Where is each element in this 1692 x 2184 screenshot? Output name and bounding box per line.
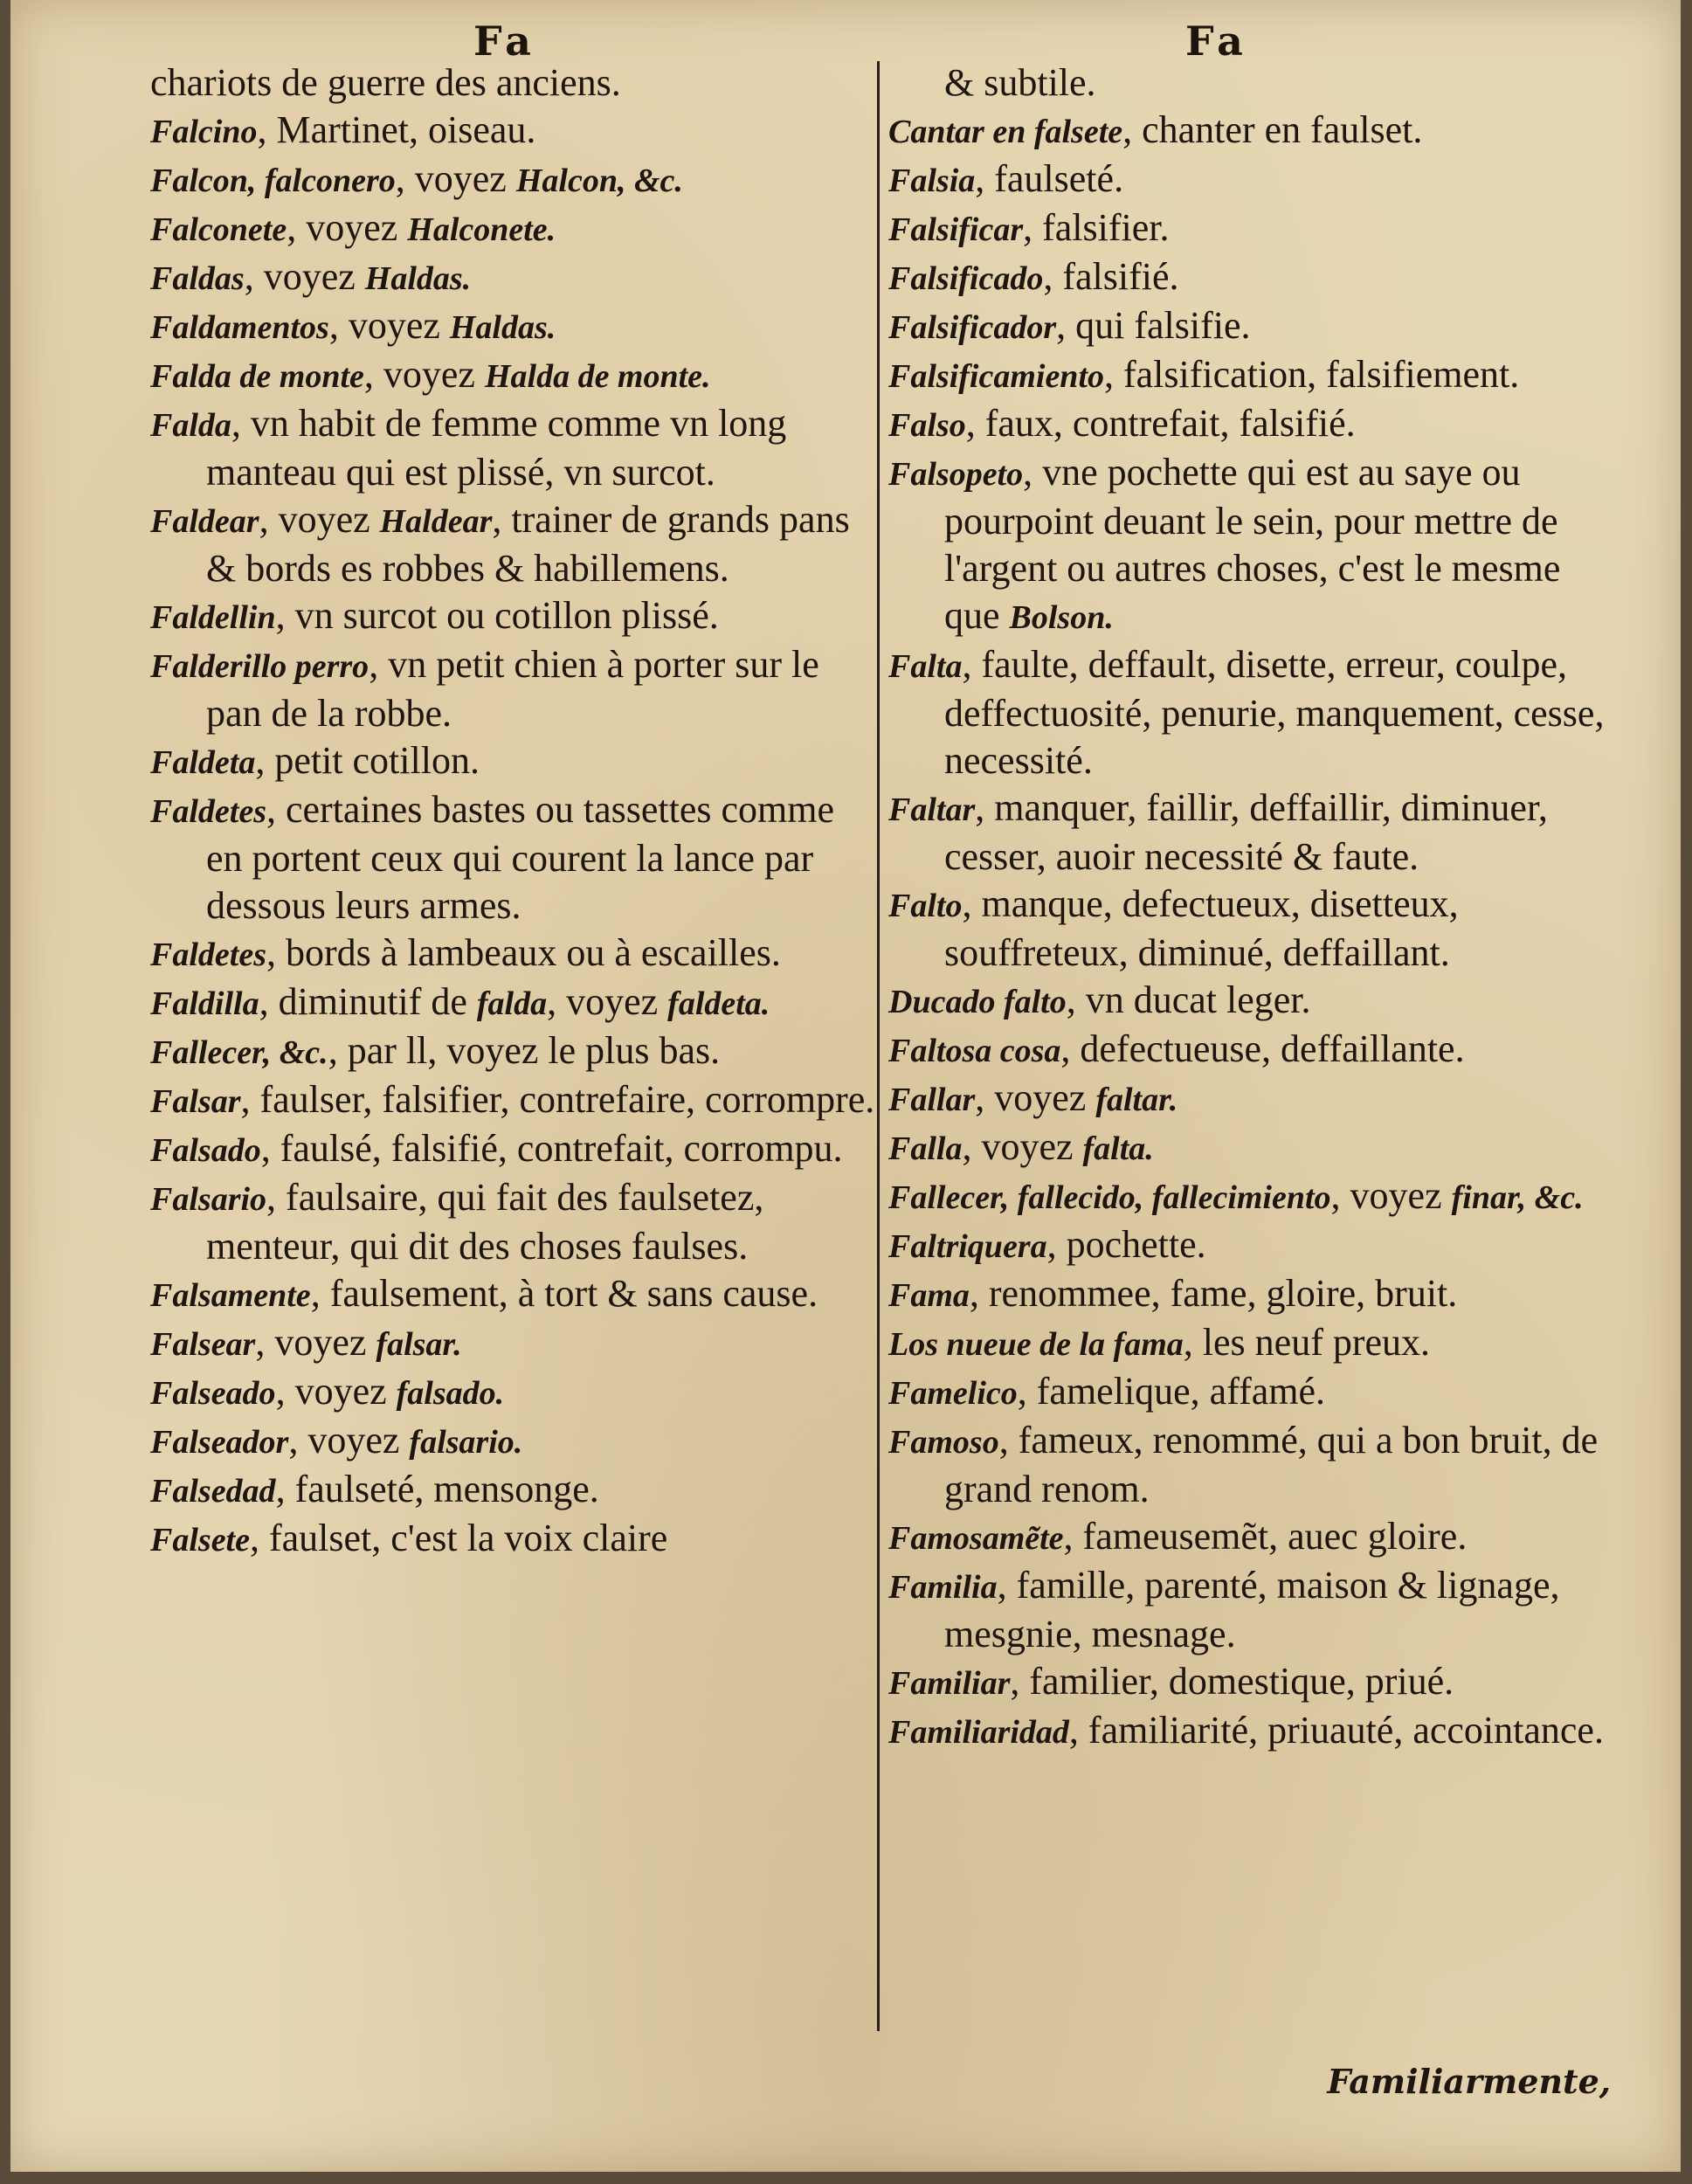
- headword: Fama: [888, 1277, 970, 1314]
- definition: voyez: [981, 1125, 1083, 1168]
- definition: par ll, voyez le plus bas.: [347, 1029, 721, 1072]
- cross-reference: falta.: [1082, 1130, 1154, 1167]
- headword: Falda: [150, 407, 231, 444]
- dictionary-entry: Falda, vn habit de femme comme vn long manteau qui est plissé, vn surcot.: [150, 402, 787, 494]
- headword: Falto: [888, 888, 963, 924]
- dictionary-entry: Falsario, faulsaire, qui fait des faulsetez, menteur, qui dit des choses faulses.: [150, 1176, 764, 1268]
- definition: familier, domestique, priué.: [1029, 1660, 1454, 1703]
- headword: Fallecer, &c.: [150, 1034, 328, 1071]
- definition: faulte, deffault, disette, erreur, coulpe, deffectuosité, penurie, manquement, cesse, necessité.: [944, 643, 1605, 782]
- headword: Falcon, falconero: [150, 162, 396, 199]
- dictionary-entry: Falsificamiento, falsification, falsifiement.: [888, 353, 1520, 396]
- definition: falsifié.: [1062, 255, 1179, 298]
- definition: Martinet, oiseau.: [276, 108, 536, 151]
- definition: faulsement, à tort & sans cause.: [329, 1272, 818, 1315]
- dictionary-entry: Faldetes, certaines bastes ou tassettes comme en portent ceux qui courent la lance par dessous leurs armes.: [150, 788, 834, 927]
- cross-reference: Halcon, &c.: [515, 162, 683, 199]
- headword: Falsopeto: [888, 456, 1024, 493]
- cross-reference: Haldas.: [364, 260, 472, 297]
- cross-reference: falsario.: [409, 1424, 523, 1461]
- dictionary-entry: Falseado, voyez falsado.: [150, 1370, 505, 1413]
- definition: vne pochette qui est au saye ou pourpoint deuant le sein, pour mettre de l'argent ou autres choses, c'est le mesme que: [944, 451, 1561, 637]
- headword: Fallar: [888, 1082, 976, 1118]
- definition: vn ducat leger.: [1085, 978, 1311, 1021]
- headword: Falsificador: [888, 309, 1057, 346]
- cross-reference: falsar.: [376, 1326, 462, 1363]
- continued-line: & subtile.: [944, 61, 1096, 104]
- headword: Falta: [888, 648, 963, 685]
- definition: voyez: [383, 353, 485, 396]
- headword: Faldellin: [150, 599, 276, 636]
- dictionary-entry: Los nueue de la fama, les neuf preux.: [888, 1321, 1431, 1364]
- headword: Famosamẽte: [888, 1520, 1064, 1557]
- headword: Falla: [888, 1130, 963, 1167]
- dictionary-entry: Falsado, faulsé, falsifié, contrefait, corrompu.: [150, 1127, 843, 1170]
- dictionary-entry: Faldellin, vn surcot ou cotillon plissé.: [150, 594, 719, 637]
- headword: Ducado falto: [888, 984, 1067, 1020]
- definition: voyez: [278, 498, 380, 541]
- dictionary-entry: Falto, manque, defectueux, disetteux, souffreteux, diminué, deffaillant.: [888, 882, 1459, 974]
- cross-reference: finar, &c.: [1451, 1179, 1584, 1216]
- cross-reference: Halda de monte.: [484, 358, 711, 395]
- headword: Falsia: [888, 162, 976, 199]
- dictionary-entry: Falconete, voyez Halconete.: [150, 206, 556, 249]
- headword: Familiar: [888, 1665, 1011, 1702]
- headword: Falsificado: [888, 260, 1044, 297]
- dictionary-entry: Falderillo perro, vn petit chien à porter sur le pan de la robbe.: [150, 643, 819, 735]
- headword: Famelico: [888, 1375, 1018, 1412]
- definition: familiarité, priuauté, accointance.: [1088, 1709, 1604, 1752]
- definition: faulseté.: [994, 157, 1124, 200]
- dictionary-entry: Faldas, voyez Haldas.: [150, 255, 472, 298]
- dictionary-entry: Falsamente, faulsement, à tort & sans cause.: [150, 1272, 818, 1315]
- right-column: [888, 59, 1613, 1756]
- definition: voyez: [1350, 1174, 1452, 1217]
- dictionary-entry: Faldilla, diminutif de falda, voyez faldeta.: [150, 980, 770, 1023]
- definition: vn habit de femme comme vn long manteau qui est plissé, vn surcot.: [206, 402, 787, 494]
- cross-reference: faltar.: [1095, 1082, 1178, 1118]
- dictionary-entry: Falta, faulte, deffault, disette, erreur, coulpe, deffectuosité, penurie, manquement, cesse, necessité.: [888, 643, 1605, 782]
- headword: Faldetes: [150, 793, 266, 830]
- dictionary-entry: Faldamentos, voyez Haldas.: [150, 304, 556, 347]
- dictionary-entry: Familia, famille, parenté, maison & lignage, mesgnie, mesnage.: [888, 1564, 1560, 1655]
- dictionary-entry: Famosamẽte, fameusemẽt, auec gloire.: [888, 1515, 1468, 1558]
- definition: vn surcot ou cotillon plissé.: [294, 594, 719, 637]
- dictionary-entry: Falsete, faulset, c'est la voix claire: [150, 1517, 668, 1559]
- dictionary-entry: Falsificado, falsifié.: [888, 255, 1179, 298]
- definition: falsification, falsifiement.: [1123, 353, 1520, 396]
- running-head-left: Fa: [473, 17, 536, 65]
- dictionary-entry: Familiar, familier, domestique, priué.: [888, 1660, 1454, 1703]
- dictionary-entry: Fallar, voyez faltar.: [888, 1076, 1178, 1119]
- dictionary-entry: Famoso, fameux, renommé, qui a bon bruit, de grand renom.: [888, 1419, 1599, 1510]
- dictionary-entry: Faldeta, petit cotillon.: [150, 739, 480, 782]
- catchword: Familiarmente,: [1327, 2062, 1611, 2101]
- continued-line: chariots de guerre des anciens.: [150, 61, 621, 104]
- dictionary-entry: Falsificar, falsifier.: [888, 206, 1170, 249]
- definition: faulsaire, qui fait des faulsetez, menteur, qui dit des choses faulses.: [206, 1176, 764, 1268]
- headword: Falsamente: [150, 1277, 311, 1314]
- book-page: [10, 0, 1681, 2172]
- definition: famelique, affamé.: [1036, 1370, 1326, 1413]
- definition: faulser, falsifier, contrefaire, corrompre.: [259, 1078, 875, 1121]
- running-head-right: Fa: [1185, 17, 1248, 65]
- dictionary-entry: Falcon, falconero, voyez Halcon, &c.: [150, 157, 683, 200]
- dictionary-entry: Falsar, faulser, falsifier, contrefaire, corrompre.: [150, 1078, 875, 1121]
- headword: Faldear: [150, 503, 259, 540]
- definition-tail: , voyez: [547, 980, 668, 1023]
- headword: Falsificar: [888, 211, 1024, 248]
- definition: bords à lambeaux ou à escailles.: [285, 931, 781, 974]
- cross-reference: falda: [476, 985, 548, 1022]
- headword: Falso: [888, 407, 966, 444]
- headword: Falconete: [150, 211, 287, 248]
- definition: renommee, fame, gloire, bruit.: [988, 1272, 1458, 1315]
- headword: Faltriquera: [888, 1228, 1047, 1265]
- headword: Falsear: [150, 1326, 256, 1363]
- definition: defectueuse, deffaillante.: [1080, 1027, 1465, 1070]
- dictionary-entry: Famelico, famelique, affamé.: [888, 1370, 1326, 1413]
- headword: Faldas: [150, 260, 245, 297]
- definition: voyez: [294, 1370, 397, 1413]
- definition: voyez: [306, 206, 408, 249]
- headword: Faldamentos: [150, 309, 329, 346]
- dictionary-entry: Falseador, voyez falsario.: [150, 1419, 523, 1462]
- definition: petit cotillon.: [274, 739, 480, 782]
- dictionary-entry: Falsia, faulseté.: [888, 157, 1124, 200]
- dictionary-entry: Faldear, voyez Haldear, trainer de grands pans & bords es robbes & habillemens.: [150, 498, 850, 590]
- headword: Familiaridad: [888, 1714, 1069, 1751]
- dictionary-entry: Falsedad, faulseté, mensonge.: [150, 1468, 599, 1510]
- dictionary-entry: Ducado falto, vn ducat leger.: [888, 978, 1311, 1021]
- headword: Falcino: [150, 114, 258, 150]
- definition: voyez: [307, 1419, 410, 1462]
- headword: Falsedad: [150, 1473, 276, 1510]
- dictionary-entry: Falso, faux, contrefait, falsifié.: [888, 402, 1356, 445]
- dictionary-entry: Falla, voyez falta.: [888, 1125, 1154, 1168]
- definition: certaines bastes ou tassettes comme en portent ceux qui courent la lance par dessous leurs armes.: [206, 788, 834, 927]
- headword: Faldilla: [150, 985, 259, 1022]
- headword: Falsado: [150, 1132, 261, 1169]
- definition: falsifier.: [1042, 206, 1170, 249]
- dictionary-entry: Falcino, Martinet, oiseau.: [150, 108, 536, 151]
- headword: Falda de monte: [150, 358, 364, 395]
- definition: diminutif de: [278, 980, 477, 1023]
- definition: manque, defectueux, disetteux, souffreteux, diminué, deffaillant.: [944, 882, 1459, 974]
- headword: Falseador: [150, 1424, 289, 1461]
- dictionary-entry: Familiaridad, familiarité, priuauté, accointance.: [888, 1709, 1604, 1752]
- cross-reference: Bolson.: [1009, 599, 1114, 636]
- headword: Faltar: [888, 791, 976, 828]
- headword: Falsar: [150, 1083, 241, 1120]
- definition: pochette.: [1066, 1223, 1206, 1266]
- dictionary-entry: Faltosa cosa, defectueuse, deffaillante.: [888, 1027, 1465, 1070]
- cross-reference: Haldas.: [449, 309, 556, 346]
- headword: Faldetes: [150, 936, 266, 973]
- headword: Fallecer, fallecido, fallecimiento: [888, 1179, 1331, 1216]
- headword: Falsificamiento: [888, 358, 1104, 395]
- dictionary-entry: Falsear, voyez falsar.: [150, 1321, 462, 1364]
- definition: faulseté, mensonge.: [294, 1468, 599, 1510]
- headword: Falsario: [150, 1181, 267, 1218]
- definition: voyez: [348, 304, 450, 347]
- headword: Faldeta: [150, 744, 256, 781]
- definition-tail: , trainer de grands pans & bords es robbes & habillemens.: [206, 498, 850, 590]
- headword: Falsete: [150, 1522, 250, 1559]
- dictionary-entry: Fama, renommee, fame, gloire, bruit.: [888, 1272, 1458, 1315]
- headword: Famoso: [888, 1424, 999, 1461]
- dictionary-entry: Falsopeto, vne pochette qui est au saye ou pourpoint deuant le sein, pour mettre de l'argent ou autres choses, c'est le mesme que Bolson.: [888, 451, 1561, 637]
- dictionary-entry: Falsificador, qui falsifie.: [888, 304, 1251, 347]
- definition: les neuf preux.: [1202, 1321, 1431, 1364]
- dictionary-entry: Falda de monte, voyez Halda de monte.: [150, 353, 711, 396]
- dictionary-entry: Fallecer, &c., par ll, voyez le plus bas.: [150, 1029, 721, 1072]
- definition: famille, parenté, maison & lignage, mesgnie, mesnage.: [944, 1564, 1560, 1655]
- definition: voyez: [263, 255, 365, 298]
- definition: faulset, c'est la voix claire: [268, 1517, 668, 1559]
- dictionary-entry: Cantar en falsete, chanter en faulset.: [888, 108, 1423, 151]
- definition: voyez: [274, 1321, 376, 1364]
- dictionary-entry: Fallecer, fallecido, fallecimiento, voyez finar, &c.: [888, 1174, 1584, 1217]
- definition: manquer, faillir, deffaillir, diminuer, cesser, auoir necessité & faute.: [944, 786, 1548, 878]
- definition: voyez: [414, 157, 516, 200]
- headword: Faltosa cosa: [888, 1033, 1061, 1069]
- headword: Cantar en falsete: [888, 114, 1123, 150]
- headword: Falderillo perro: [150, 648, 369, 685]
- definition: voyez: [994, 1076, 1096, 1119]
- column-divider: [877, 61, 880, 2031]
- dictionary-entry: Faltriquera, pochette.: [888, 1223, 1206, 1266]
- cross-reference: faldeta.: [667, 985, 770, 1022]
- definition: fameux, renommé, qui a bon bruit, de grand renom.: [944, 1419, 1599, 1510]
- dictionary-entry: Faltar, manquer, faillir, deffaillir, diminuer, cesser, auoir necessité & faute.: [888, 786, 1548, 878]
- definition: faux, contrefait, falsifié.: [984, 402, 1356, 445]
- definition: qui falsifie.: [1075, 304, 1251, 347]
- cross-reference: Halconete.: [407, 211, 556, 248]
- headword: Familia: [888, 1569, 998, 1606]
- definition: faulsé, falsifié, contrefait, corrompu.: [280, 1127, 843, 1170]
- left-column: [150, 59, 875, 1564]
- definition: vn petit chien à porter sur le pan de la robbe.: [206, 643, 819, 735]
- definition: fameusemẽt, auec gloire.: [1082, 1515, 1468, 1558]
- headword: Falseado: [150, 1375, 276, 1412]
- cross-reference: Haldear: [379, 503, 493, 540]
- cross-reference: falsado.: [396, 1375, 505, 1412]
- definition: chanter en faulset.: [1142, 108, 1423, 151]
- dictionary-entry: Faldetes, bords à lambeaux ou à escailles.: [150, 931, 781, 974]
- headword: Los nueue de la fama: [888, 1326, 1184, 1363]
